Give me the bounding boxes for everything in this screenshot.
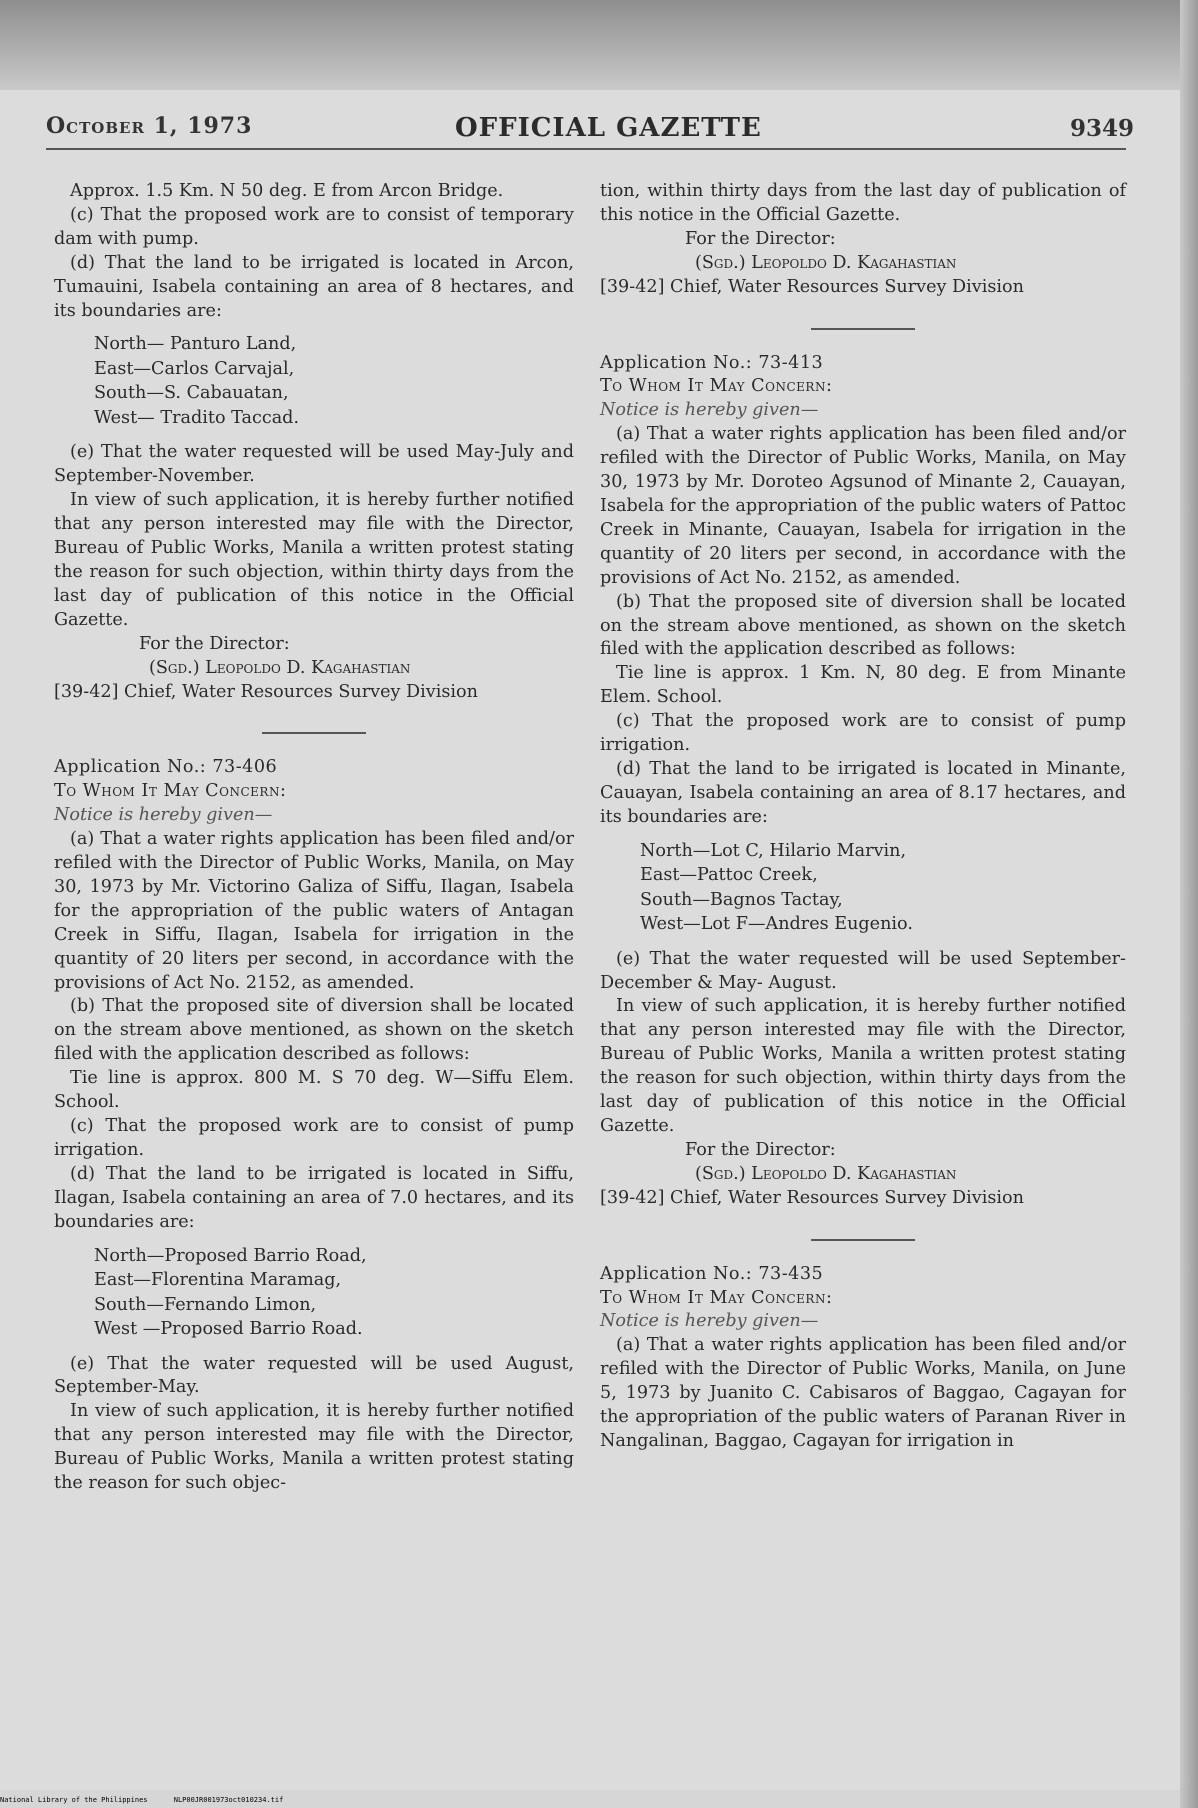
header-page-number: 9349 — [1070, 115, 1135, 142]
boundary-item: South—Bagnos Tactay, — [640, 889, 843, 910]
application-number: Application No.: 73-413 — [600, 352, 824, 373]
signatory-title: [39-42] Chief, Water Resources Survey Division — [600, 276, 1024, 297]
paragraph: Approx. 1.5 Km. N 50 deg. E from Arcon Bridge. — [70, 181, 504, 201]
boundary-item: East—Carlos Carvajal, — [94, 358, 295, 379]
footer-library: National Library of the Philippines — [0, 1796, 148, 1804]
scan-top-band — [0, 0, 1198, 90]
section-separator — [811, 328, 915, 330]
for-director: For the Director: — [685, 1139, 836, 1160]
section-separator — [262, 732, 366, 734]
paragraph: In view of such application, it is hereby further notified that any person interested may file with the Director, Bureau of Public Works, Manila a written protest stating the reason for such objection, within thirty days from the last day of publication of this notice in the Official Gazette. — [54, 490, 574, 630]
page-header — [0, 113, 1198, 153]
boundary-item: North—Proposed Barrio Road, — [94, 1245, 367, 1266]
scan-right-edge — [1180, 0, 1198, 1808]
signatory-title: [39-42] Chief, Water Resources Survey Division — [600, 1187, 1024, 1208]
application-number: Application No.: 73-435 — [600, 1263, 824, 1284]
paragraph: Tie line is approx. 800 M. S 70 deg. W—Siffu Elem. School. — [54, 1068, 574, 1113]
paragraph: (e) That the water requested will be used August, September-May. — [54, 1353, 574, 1398]
boundary-item: East—Florentina Maramag, — [94, 1270, 342, 1291]
paragraph: (a) That a water rights application has been filed and/or refiled with the Director of Public Works, Manila, on June 5, 1973 by Juanito C. Cabisaros of Baggao, Cagayan for the appropriation of the public waters of Paranan River in Nangalinan, Baggao, Cagayan for irrigation in — [600, 1335, 1126, 1451]
for-director: For the Director: — [139, 633, 290, 654]
paragraph: (b) That the proposed site of diversion shall be located on the stream above mentioned, as shown on the sketch filed with the application described as follows: — [54, 996, 574, 1065]
notice-given: Notice is hereby given— — [600, 1311, 819, 1332]
paragraph: (b) That the proposed site of diversion shall be located on the stream above mentioned, as shown on the sketch filed with the application described as follows: — [600, 591, 1126, 660]
right-column — [600, 180, 1126, 1454]
paragraph: (d) That the land to be irrigated is located in Minante, Cauayan, Isabela containing an area of 8.17 hectares, and its boundaries are: — [600, 758, 1126, 827]
boundary-item: South—S. Cabauatan, — [94, 383, 289, 404]
paragraph: (e) That the water requested will be used May-July and September-November. — [54, 442, 574, 487]
to-whom: To Whom It May Concern: — [54, 781, 287, 802]
header-rule — [46, 148, 1126, 150]
header-date: October 1, 1973 — [46, 113, 253, 139]
signatory-title: [39-42] Chief, Water Resources Survey Division — [54, 681, 478, 702]
signature: (Sgd.) Leopoldo D. Kagahastian — [695, 252, 957, 273]
paragraph: In view of such application, it is hereby further notified that any person interested may file with the Director, Bureau of Public Works, Manila a written protest stating the reason for such objection, within thirty days from the last day of publication of this notice in the Official Gazette. — [600, 996, 1126, 1136]
paragraph: In view of such application, it is hereby further notified that any person interested may file with the Director, Bureau of Public Works, Manila a written protest stating the reason for such objec- — [54, 1401, 574, 1494]
boundary-item: West—Lot F—Andres Eugenio. — [640, 914, 913, 935]
boundary-item: North— Panturo Land, — [94, 334, 297, 355]
application-number: Application No.: 73-406 — [54, 757, 278, 778]
for-director: For the Director: — [685, 228, 836, 249]
boundary-item: South—Fernando Limon, — [94, 1294, 317, 1315]
signature: (Sgd.) Leopoldo D. Kagahastian — [695, 1163, 957, 1184]
to-whom: To Whom It May Concern: — [600, 376, 833, 397]
boundaries-list — [640, 839, 1126, 937]
paragraph: (a) That a water rights application has been filed and/or refiled with the Director of Public Works, Manila, on May 30, 1973 by Mr. Doroteo Agsunod of Minante 2, Cauayan, Isabela for the appropriation of the public waters of Pattoc Creek in Minante, Cauayan, Isabela for irrigation in the quantity of 20 liters per second, in accordance with the provisions of Act No. 2152, as amended. — [600, 424, 1126, 588]
paragraph: (c) That the proposed work are to consist of pump irrigation. — [600, 711, 1126, 756]
to-whom: To Whom It May Concern: — [600, 1287, 833, 1308]
signature: (Sgd.) Leopoldo D. Kagahastian — [149, 657, 411, 678]
paragraph: (d) That the land to be irrigated is located in Arcon, Tumauini, Isabela containing an area of 8 hectares, and its boundaries are: — [54, 252, 574, 321]
paragraph: tion, within thirty days from the last day of publication of this notice in the Official Gazette. — [600, 181, 1126, 225]
paragraph: (d) That the land to be irrigated is located in Siffu, Ilagan, Isabela containing an area of 7.0 hectares, and its boundaries are: — [54, 1163, 574, 1232]
paragraph: (c) That the proposed work are to consist of temporary dam with pump. — [54, 204, 574, 249]
footer-filename: NLP00JR001973oct010234.tif — [173, 1796, 284, 1804]
boundary-item: West —Proposed Barrio Road. — [94, 1319, 363, 1340]
boundary-item: North—Lot C, Hilario Marvin, — [640, 840, 907, 861]
notice-given: Notice is hereby given— — [54, 805, 273, 826]
paragraph: Tie line is approx. 1 Km. N, 80 deg. E from Minante Elem. School. — [600, 663, 1126, 708]
boundaries-list — [94, 332, 574, 430]
scan-footer — [0, 1796, 305, 1804]
header-title: OFFICIAL GAZETTE — [455, 113, 762, 143]
paragraph: (c) That the proposed work are to consist of pump irrigation. — [54, 1116, 574, 1160]
notice-given: Notice is hereby given— — [600, 400, 819, 421]
left-column — [54, 180, 574, 1496]
section-separator — [811, 1239, 915, 1241]
boundaries-list — [94, 1244, 574, 1342]
paragraph: (e) That the water requested will be used September-December & May- August. — [600, 948, 1126, 993]
paragraph: (a) That a water rights application has been filed and/or refiled with the Director of Public Works, Manila, on May 30, 1973 by Mr. Victorino Galiza of Siffu, Ilagan, Isabela for the appropriation of the public waters of Antagan Creek in Siffu, Ilagan, Isabela for irrigation in the quantity of 20 liters per second, in accordance with the provisions of Act No. 2152, as amended. — [54, 829, 574, 993]
boundary-item: West— Tradito Taccad. — [94, 407, 300, 428]
boundary-item: East—Pattoc Creek, — [640, 865, 818, 886]
